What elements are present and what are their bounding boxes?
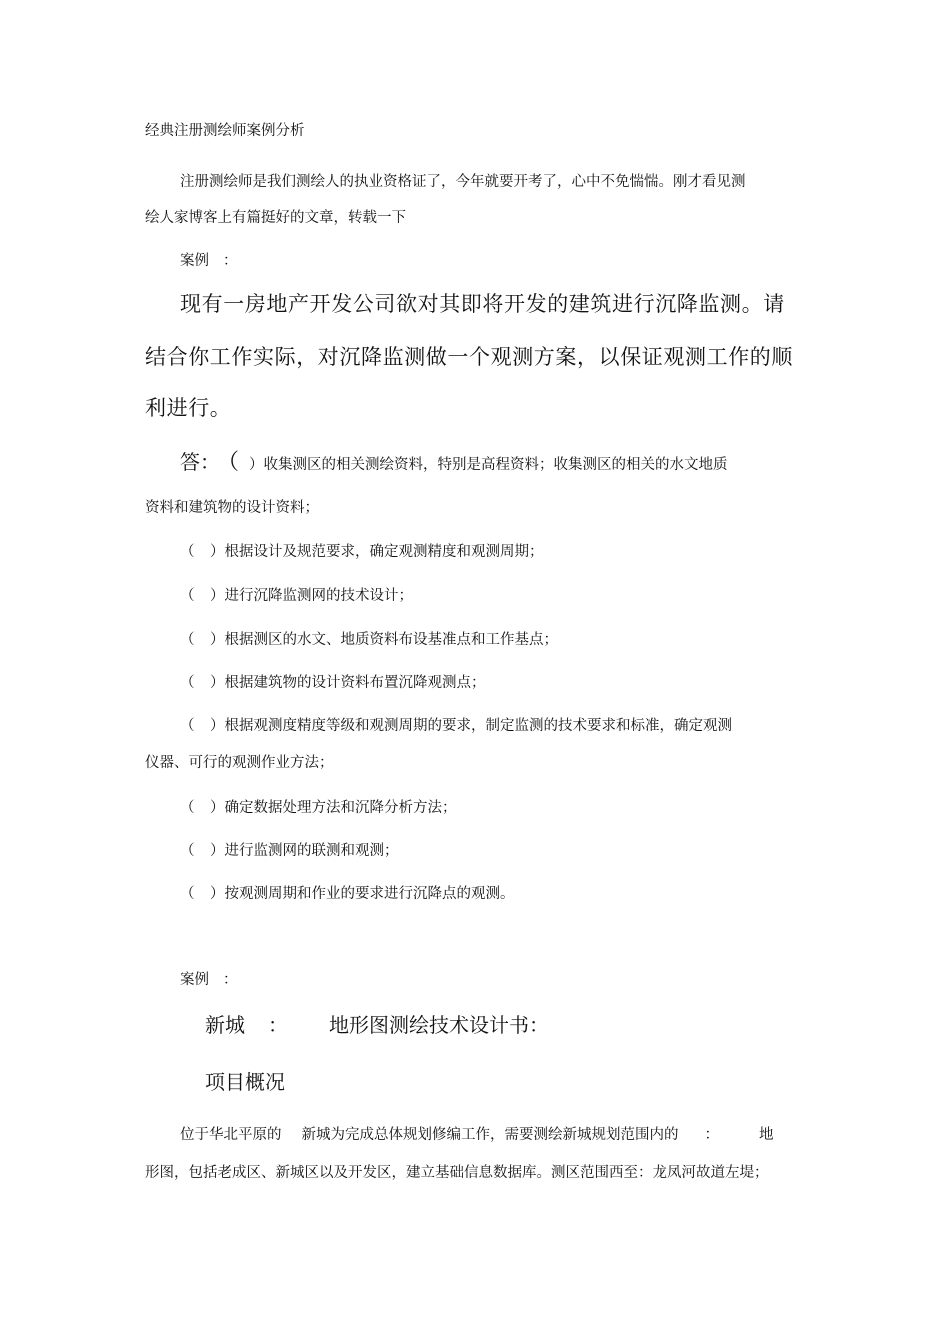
heading-colon: ： (268, 1013, 288, 1037)
case-label-1 (180, 253, 238, 270)
case-label-colon: ： (223, 253, 238, 269)
step-paren: （ (180, 886, 195, 902)
para-colon: ： (704, 1127, 719, 1143)
heading-city: 新城 (205, 1013, 245, 1037)
step-text: ）进行监测网的联测和观测； (210, 843, 399, 859)
case-label-2 (180, 972, 238, 989)
step-paren: （ (180, 675, 195, 691)
question-line-2: 结合你工作实际，对沉降监测做一个观测方案，以保证观测工作的顺 (145, 345, 793, 369)
step-item-7 (180, 843, 399, 860)
paragraph-line-2: 形图，包括老成区、新城区以及开发区，建立基础信息数据库。测区范围西至：龙凤河故道左堤； (145, 1165, 769, 1181)
intro-line-2: 绘人家博客上有篇挺好的文章，转载一下 (145, 210, 406, 226)
question-line-1: 现有一房地产开发公司欲对其即将开发的建筑进行沉降监测。请 (180, 292, 785, 316)
step-item-2 (180, 588, 413, 605)
step-paren: （ (180, 800, 195, 816)
paragraph-line-1 (180, 1127, 774, 1144)
step-item-1 (180, 544, 544, 561)
step-item-5-continuation: 仪器、可行的观测作业方法； (145, 755, 334, 771)
step-text: ）根据建筑物的设计资料布置沉降观测点； (210, 675, 486, 691)
step-text: ）按观测周期和作业的要求进行沉降点的观测。 (210, 886, 515, 902)
step-text: ）根据测区的水文、地质资料布设基准点和工作基点； (210, 632, 558, 648)
step-text: ）确定数据处理方法和沉降分析方法； (210, 800, 457, 816)
para-text-a: 位于华北平原的 (180, 1127, 282, 1143)
step-text: ）根据观测度精度等级和观测周期的要求，制定监测的技术要求和标准，确定观测 (210, 718, 732, 734)
heading-title: 地形图测绘技术设计书： (329, 1013, 549, 1037)
case-label-text: 案例 (180, 972, 209, 988)
section-heading: 项目概况 (205, 1070, 285, 1094)
para-text-b: 新城为完成总体规划修编工作，需要测绘新城规划范围内的 (301, 1127, 679, 1143)
answer-label: 答： (180, 450, 220, 474)
answer-line-1 (180, 450, 728, 476)
step-item-4 (180, 675, 486, 692)
answer-line-1-text: ）收集测区的相关测绘资料，特别是高程资料；收集测区的相关的水文地质 (249, 457, 728, 473)
step-paren: （ (180, 588, 195, 604)
step-item-6 (180, 800, 457, 817)
case-label-colon: ： (223, 972, 238, 988)
step-item-5 (180, 718, 732, 735)
answer-paren-open: （ (228, 450, 240, 475)
step-item-8 (180, 886, 515, 903)
step-paren: （ (180, 718, 195, 734)
step-paren: （ (180, 843, 195, 859)
answer-line-2: 资料和建筑物的设计资料； (145, 500, 319, 516)
intro-line-1: 注册测绘师是我们测绘人的执业资格证了，今年就要开考了，心中不免惴惴。刚才看见测 (180, 174, 746, 190)
question-line-3: 利进行。 (145, 396, 232, 420)
step-paren: （ (180, 632, 195, 648)
case-label-text: 案例 (180, 253, 209, 269)
step-paren: （ (180, 544, 195, 560)
document-title: 经典注册测绘师案例分析 (145, 123, 305, 139)
para-text-c: 地 (759, 1127, 774, 1143)
step-item-3 (180, 632, 558, 649)
step-text: ）进行沉降监测网的技术设计； (210, 588, 413, 604)
design-heading (205, 1013, 549, 1037)
step-text: ）根据设计及规范要求，确定观测精度和观测周期； (210, 544, 544, 560)
